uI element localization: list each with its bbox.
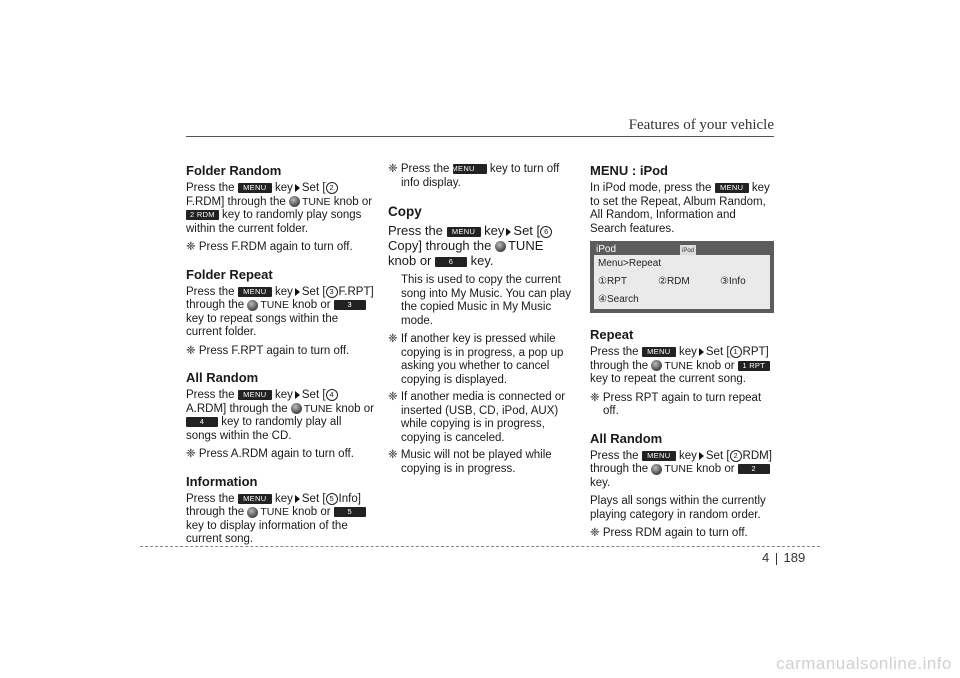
key-4-icon: 4	[186, 417, 218, 427]
section-title: Information	[186, 473, 258, 489]
instruction: Press the MENU key Set [ 3 F.RPT] through the TUNE knob or 3 key to repeat songs within the current folder.	[186, 285, 374, 339]
note: ❈ Music will not be played while copying is in progress.	[388, 449, 552, 475]
watermark: carmanualsonline.info	[776, 654, 952, 673]
screen-badge: iPod	[680, 245, 696, 259]
menu-key-icon: MENU	[453, 164, 487, 174]
tune-knob-icon	[247, 507, 258, 518]
section-folder-repeat	[186, 267, 374, 359]
menu-key-icon: MENU	[642, 347, 676, 357]
key-5-icon: 5	[334, 507, 366, 517]
arrow-right-icon	[699, 452, 704, 460]
section-title: All Random	[590, 430, 663, 446]
screen-panel	[594, 255, 770, 309]
section-title: Folder Random	[186, 163, 282, 178]
header-title: Features of your vehicle	[628, 117, 774, 133]
page-divider	[776, 553, 777, 565]
menu-key-icon: MENU	[238, 287, 272, 297]
screen-option-rdm: ②RDM	[658, 276, 690, 287]
page-value: 189	[783, 550, 806, 565]
tune-knob-icon	[651, 360, 662, 371]
note: ❈ Press RDM again to turn off.	[590, 527, 748, 540]
column-1	[186, 163, 374, 559]
circled-number-icon: 1	[730, 346, 742, 358]
section-title: Folder Repeat	[186, 266, 273, 282]
menu-key-icon: MENU	[238, 494, 272, 504]
ipod-menu-screen	[590, 241, 774, 313]
instruction: Press the MENU key Set [ 2 RDM] through the TUNE knob or 2 key.	[590, 449, 772, 489]
tune-knob-icon	[247, 300, 258, 311]
arrow-right-icon	[295, 391, 300, 399]
note: ❈ Press A.RDM again to turn off.	[186, 448, 354, 461]
instruction: In iPod mode, press the MENU key to set the Repeat, Album Random, All Random, Information and Search features.	[590, 182, 770, 235]
section-title: MENU : iPod	[590, 163, 668, 178]
note: ❈ Press F.RPT again to turn off.	[186, 344, 350, 357]
arrow-right-icon	[295, 288, 300, 296]
tune-knob-icon	[291, 403, 302, 414]
screen-menu-path: Menu>Repeat	[598, 258, 662, 269]
key-6-icon: 6	[435, 257, 467, 267]
menu-key-icon: MENU	[238, 390, 272, 400]
key-1-rpt-icon: 1 RPT	[738, 361, 770, 371]
circled-number-icon: 3	[326, 286, 338, 298]
key-2-rdm-icon: 2 RDM	[186, 210, 219, 220]
key-2-icon: 2	[738, 464, 770, 474]
note: ❈ If another key is pressed while copying is in progress, a pop up asking you whether to cancel copying is displayed.	[388, 333, 564, 386]
menu-key-icon: MENU	[447, 227, 481, 237]
note: ❈ Press RPT again to turn repeat off.	[590, 391, 762, 418]
section-folder-random	[186, 163, 374, 255]
page-number	[762, 550, 805, 565]
circled-number-icon: 4	[326, 389, 338, 401]
section-repeat	[590, 327, 774, 419]
footer-rule	[140, 546, 820, 547]
note: ❈ If another media is connected or inserted (USB, CD, iPod, AUX) while copying is in progress, copying is canceled.	[388, 391, 566, 444]
screen-option-search: ④Search	[598, 294, 639, 305]
menu-key-icon: MENU	[715, 183, 749, 193]
screen-title: iPod	[596, 244, 617, 255]
screen-option-info: ③Info	[720, 276, 746, 287]
note: ❈ Press F.RDM again to turn off.	[186, 241, 353, 254]
section-copy	[388, 204, 574, 476]
section-information	[186, 474, 374, 547]
note-info-off: ❈ Press the MENU key to turn off info display.	[388, 163, 560, 189]
section-title: Copy	[388, 204, 422, 219]
copy-description: This is used to copy the current song into My Music. You can play the copied Music in My Music mode.	[401, 274, 572, 327]
section-menu-ipod	[590, 163, 774, 236]
tune-knob-icon	[495, 241, 506, 252]
menu-key-icon: MENU	[642, 451, 676, 461]
screen-option-rpt: ①RPT	[598, 276, 627, 287]
arrow-right-icon	[699, 348, 704, 356]
instruction: Press the MENU key Set [ 2F.RDM] through the TUNE knob or 2 RDM key to randomly play songs within the current folder.	[186, 182, 373, 235]
circled-number-icon: 2	[326, 182, 338, 194]
description: Plays all songs within the currently playing category in random order.	[590, 495, 766, 521]
section-title: Repeat	[590, 327, 634, 342]
key-3-icon: 3	[334, 300, 366, 310]
arrow-right-icon	[295, 495, 300, 503]
circled-number-icon: 6	[540, 226, 552, 238]
header-rule	[186, 136, 774, 137]
section-all-random-ipod	[590, 431, 774, 541]
column-3	[590, 163, 774, 553]
section-title: All Random	[186, 370, 259, 386]
tune-knob-icon	[289, 196, 300, 207]
menu-key-icon: MENU	[238, 183, 272, 193]
tune-knob-icon	[651, 464, 662, 475]
circled-number-icon: 2	[730, 450, 742, 462]
chapter-number: 4	[762, 550, 770, 565]
arrow-right-icon	[506, 228, 511, 236]
circled-number-icon: 5	[326, 493, 338, 505]
copy-instruction: Press the MENU key Set [ 6 Copy] through the TUNE knob or 6 key.	[388, 223, 574, 268]
instruction: Press the MENU key Set [ 1 RPT] through the TUNE knob or 1 RPT key to repeat the current song.	[590, 346, 769, 386]
section-all-random	[186, 370, 374, 462]
arrow-right-icon	[295, 184, 300, 192]
instruction: Press the MENU key Set [ 5 Info] through the TUNE knob or 5 key to display information of the current song.	[186, 493, 374, 547]
column-2	[388, 163, 574, 488]
instruction: Press the MENU key Set [ 4A.RDM] through the TUNE knob or 4 key to randomly play all songs within the CD.	[186, 389, 374, 442]
